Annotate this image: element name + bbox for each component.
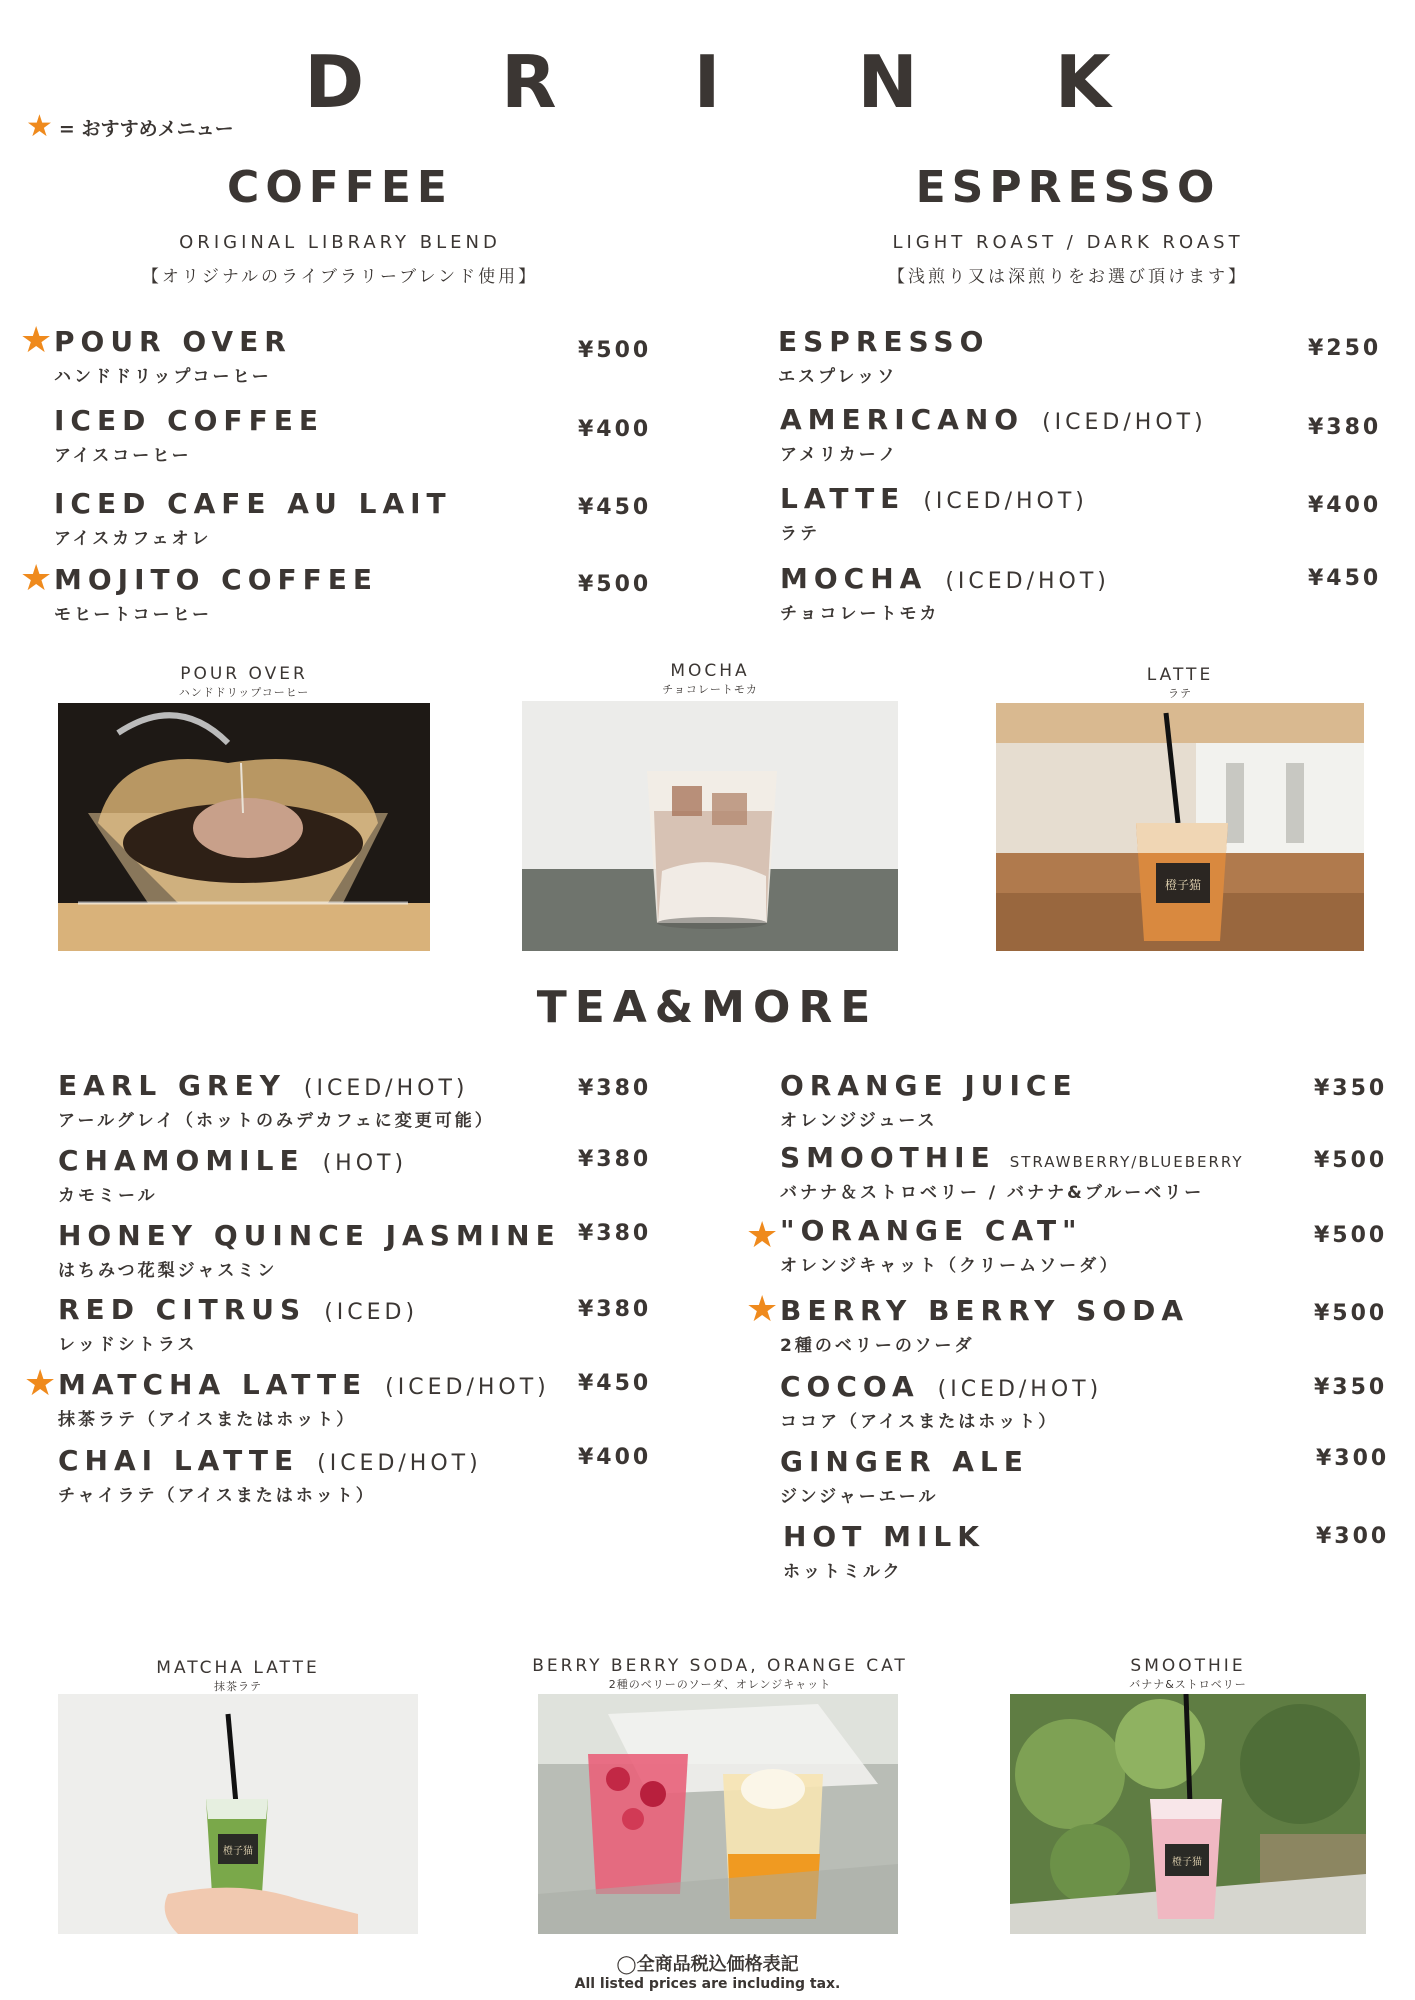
caption-en: SMOOTHIE [1130, 1656, 1246, 1676]
caption-jp: バナナ&ストロベリー [1129, 1678, 1247, 1691]
item-price: ¥500 [1314, 1148, 1388, 1173]
item-price: ¥380 [578, 1221, 652, 1246]
item-name-jp: ココア（アイスまたはホット） [780, 1412, 1059, 1432]
photo-caption-berry-soda-orange-cat [520, 1656, 920, 1692]
item-name: "ORANGE CAT" [780, 1214, 1083, 1247]
item-name: POUR OVER [54, 325, 292, 358]
caption-jp: ハンドドリップコーヒー [178, 686, 310, 699]
item-price: ¥400 [578, 417, 652, 442]
photo-smoothie [1010, 1694, 1366, 1934]
item-name: MOJITO COFFEE [54, 563, 379, 596]
menu-item-red-citrus [58, 1293, 418, 1355]
item-name: LATTE [780, 482, 906, 515]
menu-item-earl-grey [58, 1069, 495, 1131]
cup-logo: 橙子猫 [1172, 1857, 1202, 1868]
coffee-subtitle: ORIGINAL LIBRARY BLEND [179, 232, 501, 253]
menu-item-hot-milk [783, 1520, 985, 1582]
item-price: ¥380 [578, 1076, 652, 1101]
item-note: (ICED) [324, 1300, 419, 1325]
photo-caption-pour-over [58, 664, 430, 700]
item-name-jp: エスプレッソ [778, 367, 898, 387]
photo-matcha-latte [58, 1694, 418, 1934]
item-price: ¥380 [578, 1297, 652, 1322]
caption-en: LATTE [1146, 665, 1214, 685]
photo-caption-mocha [522, 661, 898, 697]
menu-item-matcha-latte [24, 1363, 550, 1430]
item-price: ¥350 [1314, 1375, 1388, 1400]
item-name-jp: ラテ [780, 524, 820, 544]
photo-mocha [522, 701, 898, 951]
photo-latte [996, 703, 1364, 951]
item-note: (ICED/HOT) [1042, 410, 1207, 435]
menu-item-espresso [778, 325, 989, 387]
item-price: ¥450 [578, 1371, 652, 1396]
item-name-jp: はちみつ花梨ジャスミン [58, 1261, 278, 1281]
page-title: D R I N K [304, 40, 1167, 124]
menu-item-ginger-ale [780, 1445, 1029, 1507]
item-name-jp: レッドシトラス [58, 1335, 198, 1355]
menu-item-latte [780, 482, 1088, 544]
cup-logo: 橙子猫 [223, 1846, 253, 1857]
item-note: (ICED/HOT) [303, 1076, 469, 1101]
star-icon: ★ [746, 1215, 779, 1256]
caption-en: MATCHA LATTE [156, 1658, 320, 1678]
item-price: ¥450 [578, 495, 652, 520]
item-price: ¥350 [1314, 1076, 1388, 1101]
item-name-jp: ジンジャーエール [780, 1487, 939, 1507]
star-icon: ★ [26, 109, 53, 144]
item-note: (HOT) [322, 1151, 408, 1176]
recommended-legend [26, 109, 234, 144]
photo-caption-latte [996, 665, 1364, 701]
item-name-jp: ホットミルク [783, 1562, 903, 1582]
item-name: ESPRESSO [778, 325, 990, 358]
item-name-jp: アールグレイ（ホットのみデカフェに変更可能） [58, 1111, 495, 1131]
menu-item-iced-coffee [54, 404, 324, 466]
photo-berry-soda-orange-cat [538, 1694, 898, 1934]
item-note: (ICED/HOT) [317, 1451, 482, 1476]
item-name-jp: ハンドドリップコーヒー [54, 367, 272, 387]
espresso-subtitle: LIGHT ROAST / DARK ROAST [892, 232, 1244, 253]
star-icon: ★ [24, 1363, 57, 1404]
tax-note-en: All listed prices are including tax. [574, 1976, 841, 1992]
item-name: SMOOTHIE [780, 1141, 996, 1174]
cup-logo: 橙子猫 [1164, 878, 1202, 892]
star-icon: ★ [20, 558, 53, 599]
item-price: ¥380 [1308, 415, 1382, 440]
caption-jp: ラテ [1168, 687, 1192, 700]
item-note: (ICED/HOT) [923, 489, 1088, 514]
caption-en: MOCHA [670, 661, 750, 681]
item-name-jp: モヒートコーヒー [54, 605, 212, 625]
item-name: HOT MILK [783, 1520, 985, 1553]
item-name: ORANGE JUICE [780, 1069, 1078, 1102]
item-price: ¥300 [1316, 1446, 1390, 1471]
item-name-jp: 抹茶ラテ（アイスまたはホット） [58, 1410, 357, 1430]
photo-pour-over [58, 703, 430, 951]
coffee-title: COFFEE [227, 162, 453, 213]
item-price: ¥250 [1308, 336, 1382, 361]
item-name-jp: アイスカフェオレ [54, 529, 212, 549]
photo-caption-smoothie [1010, 1656, 1366, 1692]
item-name: BERRY BERRY SODA [780, 1294, 1190, 1327]
item-note: (ICED/HOT) [385, 1375, 550, 1400]
item-price: ¥450 [1308, 566, 1382, 591]
legend-text: = おすすめメニュー [58, 117, 234, 140]
menu-item-orange-cat [746, 1214, 1120, 1276]
caption-jp: 2種のベリーのソーダ、オレンジキャット [608, 1678, 832, 1691]
item-note: STRAWBERRY/BLUEBERRY [1009, 1153, 1244, 1171]
menu-item-mojito-coffee [20, 558, 379, 625]
item-name-jp: オレンジジュース [780, 1111, 938, 1131]
menu-item-smoothie [780, 1141, 1244, 1203]
item-name: ICED CAFE AU LAIT [54, 487, 452, 520]
menu-item-iced-cafe-au-lait [54, 487, 452, 549]
menu-item-berry-berry-soda [746, 1289, 1190, 1356]
item-price: ¥500 [1314, 1301, 1388, 1326]
item-price: ¥500 [578, 572, 652, 597]
menu-item-mocha [780, 562, 1110, 624]
menu-item-cocoa [780, 1370, 1102, 1432]
item-name: MATCHA LATTE [58, 1368, 368, 1401]
item-name-jp: アイスコーヒー [54, 446, 192, 466]
item-name-jp: カモミール [58, 1186, 158, 1206]
item-name: EARL GREY [58, 1069, 286, 1102]
item-name: COCOA [780, 1370, 920, 1403]
photo-caption-matcha-latte [58, 1658, 418, 1694]
item-name: MOCHA [780, 562, 928, 595]
caption-en: BERRY BERRY SODA, ORANGE CAT [532, 1656, 908, 1676]
espresso-title: ESPRESSO [915, 162, 1221, 213]
item-name: CHAMOMILE [58, 1144, 305, 1177]
menu-item-orange-juice [780, 1069, 1078, 1131]
espresso-subtitle-jp: 【浅煎り又は深煎りをお選び頂けます】 [888, 267, 1248, 287]
item-name: CHAI LATTE [58, 1444, 300, 1477]
item-price: ¥300 [1316, 1524, 1390, 1549]
item-name-jp: チャイラテ（アイスまたはホット） [58, 1486, 376, 1506]
item-name: ICED COFFEE [54, 404, 324, 437]
item-price: ¥500 [578, 338, 652, 363]
tax-note-jp: ◯全商品税込価格表記 [616, 1954, 799, 1975]
item-note: (ICED/HOT) [937, 1377, 1103, 1402]
menu-item-americano [780, 403, 1207, 465]
item-name: RED CITRUS [58, 1293, 307, 1326]
caption-jp: チョコレートモカ [662, 683, 758, 696]
item-name-jp: チョコレートモカ [780, 604, 940, 624]
tea-more-title: TEA&MORE [536, 982, 879, 1033]
menu-item-honey-quince-jasmine [58, 1219, 561, 1281]
item-note: (ICED/HOT) [945, 569, 1110, 594]
item-price: ¥380 [578, 1147, 652, 1172]
star-icon: ★ [746, 1289, 779, 1330]
menu-item-chamomile [58, 1144, 407, 1206]
item-name-jp: オレンジキャット（クリームソーダ） [780, 1256, 1120, 1276]
item-price: ¥500 [1314, 1223, 1388, 1248]
item-name-jp: 2種のベリーのソーダ [780, 1336, 975, 1356]
item-name-jp: バナナ＆ストロベリー / バナナ&ブルーベリー [780, 1183, 1205, 1203]
item-name: AMERICANO [780, 403, 1025, 436]
star-icon: ★ [20, 320, 53, 361]
caption-en: POUR OVER [180, 664, 308, 684]
coffee-subtitle-jp: 【オリジナルのライブラリーブレンド使用】 [141, 267, 539, 287]
item-name: GINGER ALE [780, 1445, 1029, 1478]
item-name: HONEY QUINCE JASMINE [58, 1219, 561, 1252]
item-name-jp: アメリカーノ [780, 445, 899, 465]
caption-jp: 抹茶ラテ [214, 1680, 262, 1693]
menu-item-chai-latte [58, 1444, 482, 1506]
menu-item-pour-over [20, 320, 292, 387]
item-price: ¥400 [578, 1445, 652, 1470]
item-price: ¥400 [1308, 493, 1382, 518]
